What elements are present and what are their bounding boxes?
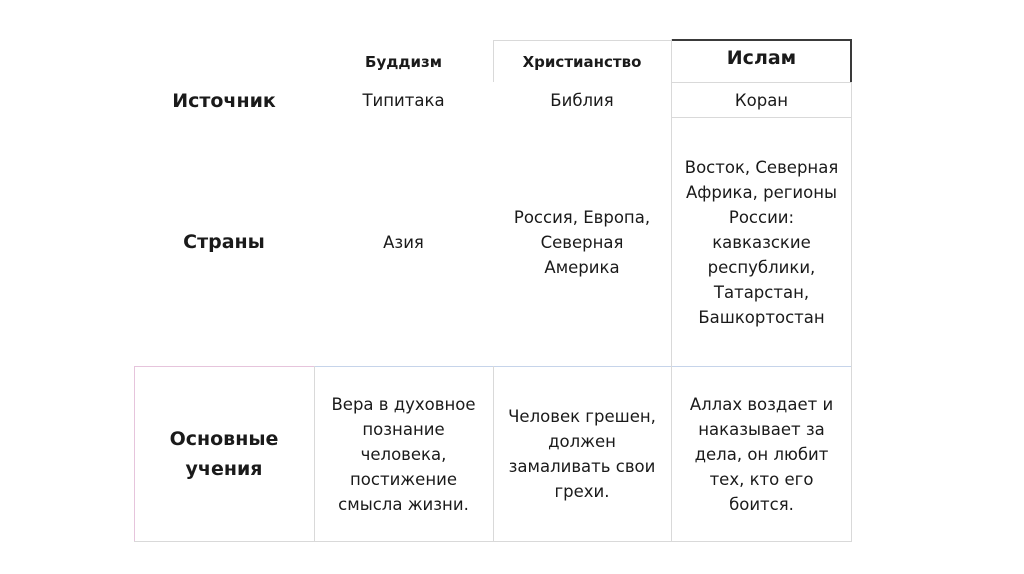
cell-source-christianity: Библия: [550, 91, 614, 110]
cell-teachings-christianity: Человек грешен, должен замаливать свои грехи.: [508, 407, 656, 501]
cell-teachings-islam: Аллах воздает и наказывает за дела, он любит тех, кто его боится.: [689, 394, 834, 514]
row-label-source: Источник: [172, 90, 276, 112]
grid-line: [672, 82, 852, 83]
grid-line: [493, 40, 671, 41]
header-buddhism: Буддизм: [365, 53, 442, 71]
cell-source-islam: Коран: [734, 91, 789, 110]
cell-countries-buddhism: Азия: [383, 232, 424, 252]
cell-countries-christianity: Россия, Европа, Северная Америка: [513, 207, 651, 277]
header-christianity: Христианство: [522, 53, 642, 71]
row-label-countries: Страны: [183, 231, 265, 253]
header-islam: Ислам: [726, 47, 797, 69]
grid-line: [851, 366, 852, 542]
row-label-teachings: Основные учения: [169, 428, 279, 480]
cell-source-buddhism: Типитака: [362, 91, 445, 110]
grid-line: [134, 541, 852, 542]
cell-countries-islam: Восток, Северная Африка, регионы России: кавказские республики, Татарстан, Башкортостан: [684, 157, 839, 327]
grid-line: [851, 82, 852, 367]
cell-teachings-buddhism: Вера в духовное познание человека, постижение смысла жизни.: [331, 394, 476, 514]
